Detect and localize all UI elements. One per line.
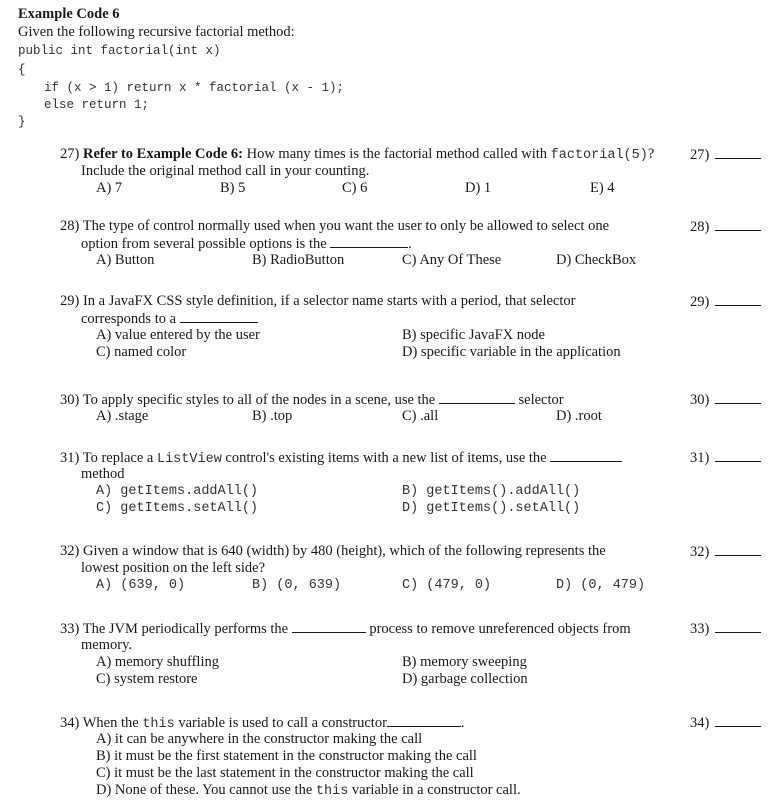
option-d[interactable]: D) 1: [465, 180, 492, 196]
inline-code: ListView: [156, 452, 222, 467]
option-a[interactable]: A) it can be anywhere in the constructor making the call: [96, 731, 423, 747]
option-a[interactable]: A) value entered by the user: [96, 327, 260, 343]
answer-30[interactable]: 30): [690, 391, 761, 409]
question-number: 33): [60, 621, 80, 637]
fill-blank: [550, 449, 622, 462]
question-text: To apply specific styles to all of the nodes in a scene, use the: [82, 392, 436, 408]
example-title: Example Code 6: [18, 6, 120, 22]
question-text-end: process to remove unreferenced objects from: [369, 621, 631, 637]
question-31: [60, 449, 680, 517]
answer-34[interactable]: 34): [690, 714, 761, 732]
question-number: 30): [60, 392, 80, 408]
option-b[interactable]: B) it must be the first statement in the constructor making the call: [96, 748, 477, 764]
fill-blank: [292, 620, 366, 633]
option-d[interactable]: D) CheckBox: [556, 252, 637, 268]
answer-32[interactable]: 32): [690, 543, 761, 561]
question-text: How many times is the factorial method called with: [242, 146, 551, 162]
option-b[interactable]: B) .top: [252, 408, 293, 424]
question-number: 27): [60, 146, 80, 162]
question-32: [60, 543, 680, 594]
question-text: Given a window that is 640 (width) by 480 (height), which of the following represents the: [82, 543, 606, 559]
option-a[interactable]: A) Button: [96, 252, 155, 268]
question-28: [60, 218, 680, 269]
option-a[interactable]: A) 7: [96, 180, 123, 196]
code-line-5: }: [18, 115, 26, 129]
question-text-line2: Include the original method call in your counting.: [81, 163, 370, 179]
question-text-end: ?: [647, 146, 655, 162]
answer-29[interactable]: 29): [690, 293, 761, 311]
option-b[interactable]: B) 5: [220, 180, 246, 196]
question-text-line2: corresponds to a: [81, 311, 177, 327]
question-text-end: selector: [518, 392, 564, 408]
question-text-end: .: [408, 236, 412, 252]
question-34: [60, 714, 680, 799]
question-number: 31): [60, 450, 80, 466]
option-c[interactable]: C) 6: [342, 180, 368, 196]
question-number: 32): [60, 543, 80, 559]
question-number: 29): [60, 293, 80, 309]
option-c[interactable]: C) .all: [402, 408, 439, 424]
code-line-3: if (x > 1) return x * factorial (x - 1);: [44, 81, 345, 95]
option-b[interactable]: B) specific JavaFX node: [402, 327, 545, 343]
inline-code: this: [142, 717, 175, 732]
option-c[interactable]: C) it must be the last statement in the constructor making the call: [96, 765, 474, 781]
question-text: To replace a: [82, 450, 157, 466]
option-d[interactable]: D) getItems().setAll(): [402, 501, 581, 516]
question-27: [60, 146, 680, 197]
option-c[interactable]: C) (479, 0): [402, 578, 492, 593]
fill-blank: [180, 310, 258, 323]
option-d[interactable]: D) .root: [556, 408, 602, 424]
option-d[interactable]: D) garbage collection: [402, 671, 528, 687]
option-c[interactable]: C) getItems.setAll(): [96, 501, 259, 516]
question-lead: Refer to Example Code 6:: [82, 146, 243, 162]
question-text: The JVM periodically performs the: [82, 621, 289, 637]
question-text-mid: variable is used to call a constructor: [174, 715, 387, 731]
code-line-4: else return 1;: [44, 98, 150, 112]
option-a[interactable]: A) getItems.addAll(): [96, 484, 259, 499]
option-c[interactable]: C) named color: [96, 344, 187, 360]
answer-33[interactable]: 33): [690, 620, 761, 638]
question-29: [60, 293, 680, 361]
question-text-line2: memory.: [81, 637, 133, 653]
option-e[interactable]: E) 4: [590, 180, 615, 196]
question-text: In a JavaFX CSS style definition, if a selector name starts with a period, that selector: [82, 293, 576, 309]
code-line-1: public int factorial(int x): [18, 44, 221, 58]
answer-27[interactable]: 27): [690, 146, 761, 164]
option-d[interactable]: D) specific variable in the application: [402, 344, 621, 360]
question-text-mid: control's existing items with a new list of items, use the: [221, 450, 547, 466]
code-line-2: {: [18, 63, 26, 77]
fill-blank: [330, 235, 408, 248]
option-b[interactable]: B) RadioButton: [252, 252, 345, 268]
question-number: 34): [60, 715, 80, 731]
question-text: When the: [82, 715, 143, 731]
option-b[interactable]: B) memory sweeping: [402, 654, 527, 670]
inline-code: factorial(5): [550, 148, 648, 163]
option-a[interactable]: A) (639, 0): [96, 578, 186, 593]
question-text-line2: method: [81, 466, 125, 482]
option-c[interactable]: C) Any Of These: [402, 252, 502, 268]
option-c[interactable]: C) system restore: [96, 671, 198, 687]
question-30: [60, 391, 680, 425]
fill-blank: [387, 714, 461, 727]
option-b[interactable]: B) (0, 639): [252, 578, 342, 593]
question-text: The type of control normally used when you want the user to only be allowed to select one: [82, 218, 610, 234]
option-a[interactable]: A) memory shuffling: [96, 654, 219, 670]
option-b[interactable]: B) getItems().addAll(): [402, 484, 581, 499]
example-intro: Given the following recursive factorial method:: [18, 24, 295, 40]
question-number: 28): [60, 218, 80, 234]
answer-28[interactable]: 28): [690, 218, 761, 236]
question-text-end: .: [460, 715, 465, 731]
fill-blank: [439, 391, 515, 404]
answer-31[interactable]: 31): [690, 449, 761, 467]
option-a[interactable]: A) .stage: [96, 408, 149, 424]
question-33: [60, 620, 680, 688]
option-d[interactable]: D) (0, 479): [556, 578, 646, 593]
option-d[interactable]: D) None of these. You cannot use the this variable in a constructor call.: [96, 782, 521, 799]
question-text-line2: lowest position on the left side?: [81, 560, 266, 576]
question-text-line2: option from several possible options is the: [81, 236, 327, 252]
